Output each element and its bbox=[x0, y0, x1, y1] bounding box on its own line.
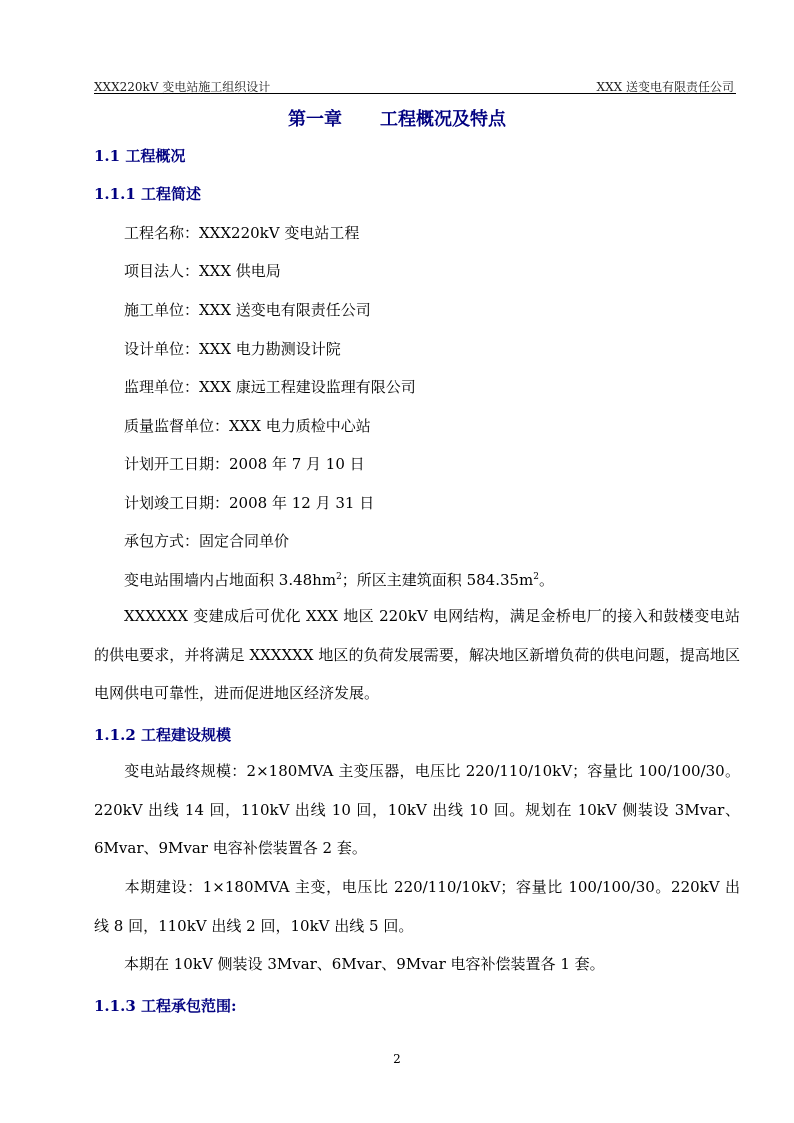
overview-project-name: 工程名称：XXX220kV 变电站工程 bbox=[124, 224, 360, 242]
overview-finish-date: 计划竣工日期：2008 年 12 月 31 日 bbox=[124, 494, 375, 512]
section-heading-1-1: 1.1 工程概况 bbox=[94, 147, 186, 165]
chapter-name: 工程概况及特点 bbox=[380, 109, 506, 130]
header-divider bbox=[94, 93, 736, 94]
header-document-title: XXX220kV 变电站施工组织设计 bbox=[94, 80, 271, 94]
section-heading-1-1-2: 1.1.2 工程建设规模 bbox=[94, 726, 231, 744]
header-company-name: XXX 送变电有限责任公司 bbox=[596, 80, 734, 94]
page-header bbox=[94, 74, 736, 92]
overview-supervision-unit: 监理单位：XXX 康远工程建设监理有限公司 bbox=[124, 378, 416, 396]
chapter-title bbox=[0, 105, 794, 131]
paragraph-capacitor: 本期在 10kV 侧装设 3Mvar、6Mvar、9Mvar 电容补偿装置各 1 套。 bbox=[124, 955, 605, 973]
paragraph-final-scale: 变电站最终规模：2×180MVA 主变压器，电压比 220/110/10kV；容量比 100/100/30。220kV 出线 14 回，110kV 出线 10 回，10kV 出线 10 回。规划在 10kV 侧装设 3Mvar、6Mvar、9Mvar 电容补偿装置各 2 套。 bbox=[94, 762, 740, 858]
overview-start-date: 计划开工日期：2008 年 7 月 10 日 bbox=[124, 455, 365, 473]
overview-quality-unit: 质量监督单位：XXX 电力质检中心站 bbox=[124, 417, 371, 435]
overview-project-owner: 项目法人：XXX 供电局 bbox=[124, 262, 281, 280]
overview-area: 变电站围墙内占地面积 $3.48hm^2$；所区主建筑面积 $584.35m^2$。 bbox=[124, 571, 555, 589]
chapter-number: 第一章 bbox=[288, 109, 342, 130]
paragraph-this-phase: 本期建设：1×180MVA 主变，电压比 220/110/10kV；容量比 100/100/30。220kV 出线 8 回，110kV 出线 2 回，10kV 出线 5 回。 bbox=[94, 878, 740, 935]
page-number: 2 bbox=[393, 1052, 401, 1066]
section-heading-1-1-1: 1.1.1 工程简述 bbox=[94, 185, 201, 203]
overview-contract-mode: 承包方式：固定合同单价 bbox=[124, 532, 290, 550]
overview-design-unit: 设计单位：XXX 电力勘测设计院 bbox=[124, 340, 341, 358]
paragraph-purpose: XXXXXX 变建成后可优化 XXX 地区 220kV 电网结构，满足金桥电厂的接入和鼓楼变电站的供电要求，并将满足 XXXXXX 地区的负荷发展需要，解决地区新增负荷的供电问题，提高地区电网供电可靠性，进而促进地区经济发展。 bbox=[94, 607, 740, 703]
section-heading-1-1-3: 1.1.3 工程承包范围: bbox=[94, 997, 237, 1015]
overview-construction-unit: 施工单位：XXX 送变电有限责任公司 bbox=[124, 301, 371, 319]
